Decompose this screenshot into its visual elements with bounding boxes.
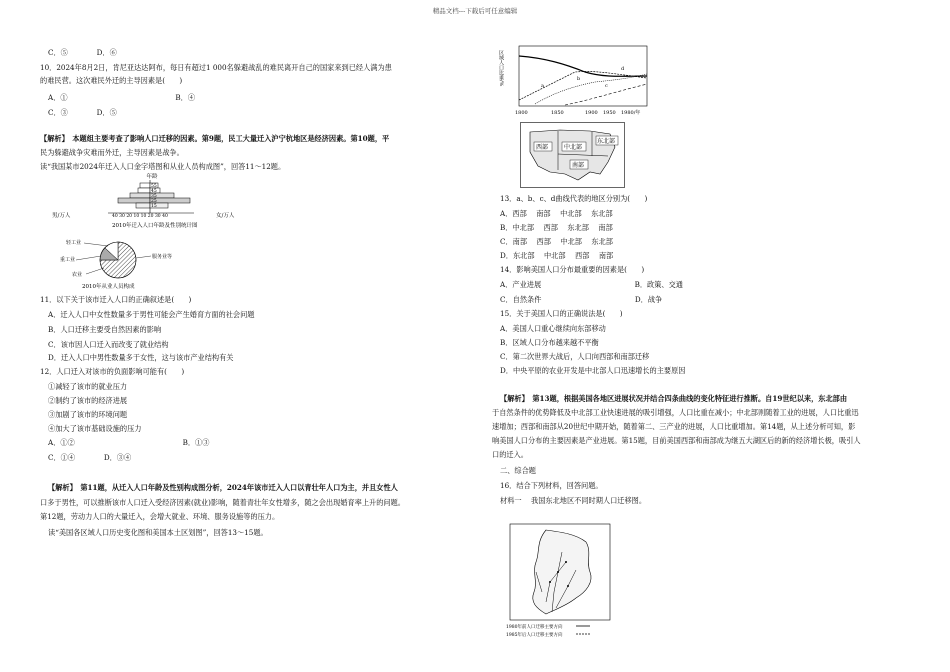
svg-text:a: a <box>541 83 544 89</box>
left-text-line: C．⑤ D．⑥ <box>48 48 117 57</box>
left-analysis-line: 读“美国各区域人口历史变化图和美国本土区划图”，回答13～15题。 <box>48 528 268 537</box>
left-text-line: 【解析】 本题组主要考查了影响人口迁移的因素。第9题，民工大量迁入沪宁杭地区是经济因素。第10题，平 <box>40 134 390 143</box>
svg-text:b: b <box>577 76 581 82</box>
svg-text:1900: 1900 <box>585 110 598 116</box>
us-region-map <box>520 122 625 188</box>
right-question-line: 15．关于美国人口的正确说法是( ) <box>500 309 623 318</box>
pyramid-male-label: 男/万人 <box>52 213 71 219</box>
left-question-line: ④加大了该市基础设施的压力 <box>48 424 142 433</box>
left-question-line: D．迁入人口中男性数量多于女性，这与该市产业结构有关 <box>48 353 234 362</box>
svg-text:1980/年: 1980/年 <box>621 110 641 116</box>
left-question-line: A．①② B．①③ <box>48 438 210 447</box>
svg-text:35: 35 <box>151 194 157 199</box>
bar-male-35 <box>130 193 150 198</box>
left-question-line: ③加剧了该市的环境问题 <box>48 410 128 419</box>
bar-male-45 <box>138 188 150 193</box>
left-question-line: 11．以下关于该市迁入人口的正确叙述是( ) <box>40 295 192 304</box>
bar-male-15 <box>136 203 150 208</box>
left-analysis-line: 第12题，劳动力人口的大量迁入，会增大就业、环境、服务设施等的压力。 <box>40 512 280 521</box>
left-question-line: ①减轻了该市的就业压力 <box>48 382 128 391</box>
pie-caption: 2010年从业人员构成 <box>82 284 135 290</box>
pyramid-age-label: 年龄 <box>146 174 158 180</box>
left-text-line: C．③ D．⑤ <box>48 108 117 117</box>
page-header: 精品文档---下载后可任意编辑 <box>432 7 518 15</box>
svg-text:南部: 南部 <box>572 162 585 169</box>
right-question-line: D．东北部 中北部 西部 南部 <box>500 251 614 260</box>
left-text-line: 10．2024年8月2日，肯尼亚达达阿布，每日有超过1 000名躲避战乱的难民离开自己的国家来到已经人满为患 <box>40 63 392 72</box>
left-question-line: C．①④ D．③④ <box>48 453 132 462</box>
svg-text:重工业: 重工业 <box>60 257 76 263</box>
pyramid-female-label: 女/万人 <box>216 213 235 219</box>
svg-text:1850: 1850 <box>551 110 564 116</box>
svg-text:服务业等: 服务业等 <box>152 254 173 260</box>
right-question-line: B．中北部 西部 东北部 南部 <box>500 223 613 232</box>
right-analysis-line: 口的迁入。 <box>492 450 528 459</box>
svg-text:15: 15 <box>151 204 157 209</box>
svg-text:55: 55 <box>151 184 157 189</box>
right-question-line: A．产业进展 B．政策、交通 <box>500 280 683 289</box>
right-analysis-line: 【解析】 第13题，根据美国各地区进展状况并结合四条曲线的变化特征进行推断。自19世纪以来，东北部由 <box>500 394 848 403</box>
svg-text:1800: 1800 <box>515 110 528 116</box>
employment-pie-chart <box>60 234 210 292</box>
us-chart-ylabel: 区域人口比重/% <box>498 50 504 87</box>
ne-map-legend-2: 1985年后人口迁移主要方向 <box>506 633 563 638</box>
svg-text:农业: 农业 <box>72 272 83 278</box>
right-analysis-line: 二、综合题 <box>500 466 536 475</box>
left-text-line: 的难民营。这次难民外迁的主导因素是( ) <box>40 76 183 85</box>
left-question-line: C．该市因人口迁入而改变了就业结构 <box>48 340 169 349</box>
left-question-line: B．人口迁移主要受自然因素的影响 <box>48 325 162 334</box>
right-analysis-line: 速增加；西部和南部从20世纪中期开始，随着第二、三产业的进展，人口比重增加。第14题，从上述分析可知，影 <box>492 422 856 431</box>
right-analysis-line: 材料一 我国东北地区不同时期人口迁移图。 <box>500 496 647 505</box>
left-text-line: 读“我国某市2024年迁入人口金字塔图和从业人员构成图”，回答11～12题。 <box>40 162 286 171</box>
right-analysis-line: 于自然条件的优势降低及中北部工业快速进展的吸引增强，人口比重在减小；中北部则随着工业的进展，人口比重迅 <box>492 408 859 417</box>
svg-text:c: c <box>605 83 608 89</box>
migration-pyramid-chart <box>48 170 248 230</box>
right-question-line: C．自然条件 D．战争 <box>500 295 663 304</box>
svg-text:中北部: 中北部 <box>564 144 583 151</box>
left-analysis-line: 【解析】 第11题，从迁入人口年龄及性别构成图分析，2024年该市迁入人口以青壮年人口为主，并且女性人 <box>48 483 398 492</box>
svg-text:轻工业: 轻工业 <box>66 240 82 246</box>
right-question-line: 13．a、b、c、d曲线代表的地区分别为( ) <box>500 194 648 203</box>
us-population-history-chart <box>495 42 665 120</box>
right-question-line: B．区域人口分布越来越不平衡 <box>500 338 599 347</box>
svg-text:1950: 1950 <box>603 110 616 116</box>
northeast-migration-map <box>506 522 616 640</box>
right-question-line: 14．影响美国人口分布最重要的因素是( ) <box>500 265 645 274</box>
svg-text:25: 25 <box>151 199 157 204</box>
left-analysis-line: 口多于男性，可以推断该市人口迁入受经济因素(就业)影响，随着青壮年女性增多，随之会出现婚育率上升的问题。 <box>40 498 405 507</box>
right-question-line: C．第二次世界大战后，人口向西部和南部迁移 <box>500 352 650 361</box>
right-analysis-line: 响美国人口分布的主要因素是产业进展。第15题，目前美国西部和南部成为继五大湖区后的新的经济增长极，吸引人 <box>492 436 861 445</box>
right-question-line: A．美国人口重心继续向东部移动 <box>500 324 606 333</box>
pyramid-caption: 2010年迁入人口年龄及性别统计图 <box>112 223 198 229</box>
left-text-line: A．① B．④ <box>48 93 196 102</box>
right-question-line: A．西部 南部 中北部 东北部 <box>500 209 613 218</box>
bar-male-25 <box>118 198 150 203</box>
svg-text:d: d <box>621 66 625 72</box>
right-question-line: C．南部 西部 中北部 东北部 <box>500 237 613 246</box>
bar-male-55 <box>140 183 150 188</box>
svg-text:东北部: 东北部 <box>597 138 616 145</box>
left-question-line: ②制约了该市的经济进展 <box>48 396 128 405</box>
ne-map-legend-1: 1980年前人口迁移主要方向 <box>506 625 563 630</box>
right-analysis-line: 16．结合下列材料，回答问题。 <box>500 481 603 490</box>
pyramid-x-ticks: 40 30 20 10 10 20 30 40 <box>112 214 168 219</box>
svg-text:45: 45 <box>151 189 157 194</box>
svg-text:西部: 西部 <box>536 144 549 151</box>
right-question-line: D．中央平原的农业开发是中北部人口迅速增长的主要原因 <box>500 366 686 375</box>
left-question-line: A．迁入人口中女性数量多于男性可能会产生婚育方面的社会问题 <box>48 310 255 319</box>
left-text-line: 民为躲避战争灾难而外迁，主导因素是战争。 <box>40 148 184 157</box>
left-question-line: 12．人口迁入对该市的负面影响可能有( ) <box>40 367 185 376</box>
